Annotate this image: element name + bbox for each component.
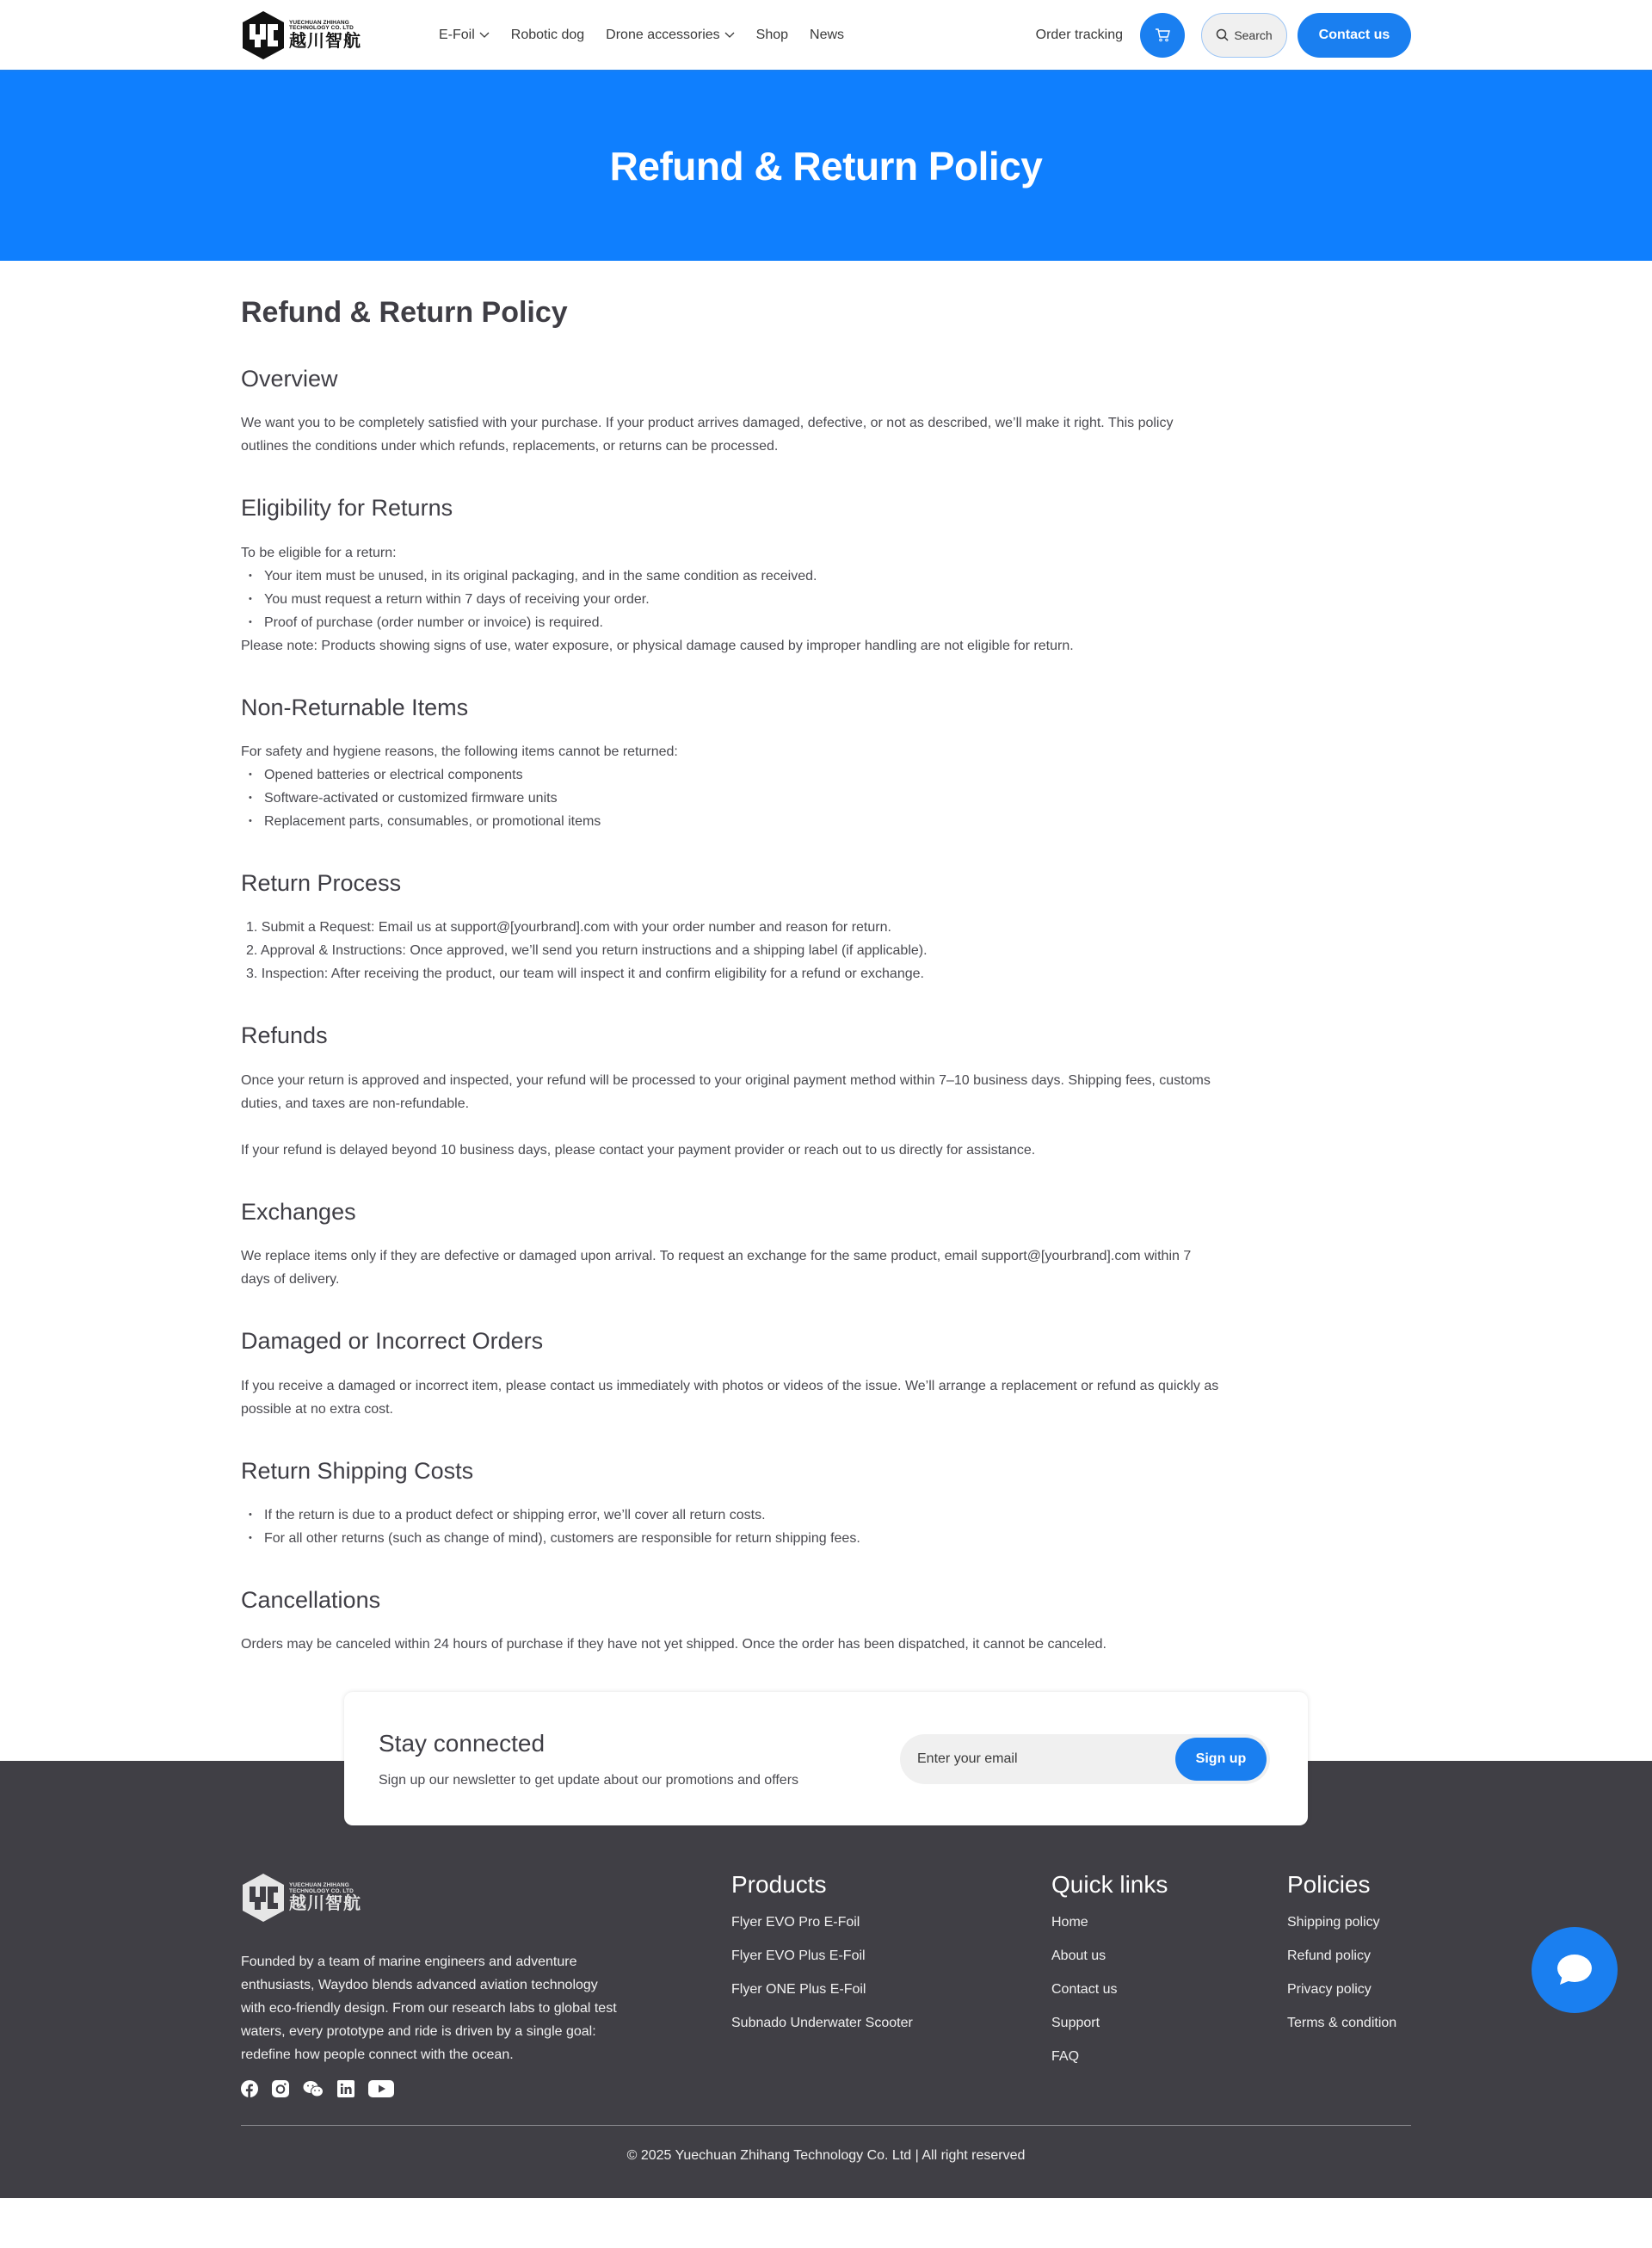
logo-en-line2: TECHNOLOGY CO. LTD bbox=[289, 25, 354, 31]
chat-bubble-icon bbox=[1556, 1953, 1593, 1987]
footer-logo[interactable] bbox=[241, 1873, 620, 1923]
copyright: © 2025 Yuechuan Zhihang Technology Co. Ltd | All right reserved bbox=[626, 2148, 1026, 2164]
nav-item-label: Drone accessories bbox=[606, 27, 720, 42]
footer-col-heading: Policies bbox=[1287, 1871, 1371, 1899]
footer-products bbox=[731, 1873, 1051, 2097]
search-label: Search bbox=[1234, 28, 1273, 42]
section-heading: Eligibility for Returns bbox=[241, 495, 453, 522]
list-item: • Opened batteries or electrical components bbox=[241, 763, 1411, 787]
list-item: • Replacement parts, consumables, or promotional items bbox=[241, 810, 1411, 833]
section-damaged-orders bbox=[241, 1327, 1411, 1420]
hero-banner bbox=[0, 71, 1652, 261]
page-title: Refund & Return Policy bbox=[241, 296, 568, 329]
email-input[interactable] bbox=[917, 1751, 1175, 1767]
footer-col-heading: Quick links bbox=[1051, 1871, 1168, 1899]
section-heading: Cancellations bbox=[241, 1586, 381, 1613]
list-item: • If the return is due to a product defect or shipping error, we’ll cover all return costs. bbox=[241, 1504, 1411, 1527]
section-text: If your refund is delayed beyond 10 business days, please contact your payment provider or reach out to us directly for assistance. bbox=[241, 1142, 1036, 1158]
section-text: We want you to be completely satisfied with your purchase. If your product arrives damaged, defective, or not as described, we’ll make it right. This policy outlines the conditions under which refunds, replacements, or returns can be processed. bbox=[241, 416, 1174, 454]
section-note: Please note: Products showing signs of use, water exposure, or physical damage caused by improper handling are not eligible for return. bbox=[241, 638, 1074, 653]
main-nav bbox=[439, 28, 844, 43]
footer-about-text: Founded by a team of marine engineers and adventure enthusiasts, Waydoo blends advanced aviation technology with eco-friendly design. From our research labs to global test waters, every prototype and ride is driven by a single goal: redefine how people connect with the ocean. bbox=[241, 1955, 617, 2063]
section-cancellations bbox=[241, 1586, 1411, 1656]
nav-item-shop[interactable] bbox=[756, 28, 788, 43]
section-return-process bbox=[241, 869, 1411, 985]
nav-item-label: Robotic dog bbox=[510, 27, 585, 42]
chevron-down-icon bbox=[724, 32, 735, 39]
list-item: 2. Approval & Instructions: Once approved, we’ll send you return instructions and a shipping label (if applicable). bbox=[246, 943, 928, 959]
nav-item-label: E-Foil bbox=[439, 27, 475, 42]
search-icon bbox=[1216, 28, 1229, 41]
footer-link-refund-policy[interactable]: Refund policy bbox=[1287, 1948, 1371, 1964]
newsletter-form bbox=[900, 1734, 1270, 1784]
site-footer bbox=[0, 1729, 1652, 2198]
nav-item-efoil[interactable] bbox=[439, 28, 490, 43]
section-heading: Return Shipping Costs bbox=[241, 1457, 474, 1484]
section-text: Once your return is approved and inspected, your refund will be processed to your original payment method within 7–10 business days. Shipping fees, customs duties, and taxes are non-refundable. bbox=[241, 1072, 1211, 1111]
site-header bbox=[0, 0, 1652, 71]
shipping-costs-list bbox=[241, 1504, 1411, 1550]
order-tracking-link[interactable]: Order tracking bbox=[1035, 27, 1123, 42]
cart-icon bbox=[1155, 28, 1170, 42]
footer-link-subnado[interactable]: Subnado Underwater Scooter bbox=[731, 2016, 913, 2031]
footer-link-privacy-policy[interactable]: Privacy policy bbox=[1287, 1982, 1372, 1998]
policy-content bbox=[241, 261, 1411, 1761]
section-non-returnable bbox=[241, 694, 1411, 833]
instagram-icon[interactable] bbox=[272, 2080, 289, 2097]
section-heading: Non-Returnable Items bbox=[241, 694, 469, 720]
list-item: 3. Inspection: After receiving the product, our team will inspect it and confirm eligibility for a refund or exchange. bbox=[246, 967, 924, 982]
logo-cn: 越川智航 bbox=[289, 1894, 361, 1914]
eligibility-list bbox=[241, 565, 1411, 634]
wechat-icon[interactable] bbox=[303, 2080, 324, 2097]
nav-item-news[interactable] bbox=[810, 28, 844, 43]
footer-col-heading: Products bbox=[731, 1871, 827, 1899]
search-button[interactable] bbox=[1201, 13, 1287, 58]
section-heading: Exchanges bbox=[241, 1198, 356, 1225]
footer-about bbox=[241, 1873, 620, 2097]
section-intro: To be eligible for a return: bbox=[241, 545, 397, 560]
nav-item-label: News bbox=[810, 27, 845, 42]
list-item: • Your item must be unused, in its original packaging, and in the same condition as received. bbox=[241, 565, 1411, 588]
chat-button[interactable] bbox=[1532, 1927, 1618, 2013]
nav-item-drone-accessories[interactable] bbox=[606, 28, 735, 43]
section-heading: Return Process bbox=[241, 869, 402, 896]
footer-link-faq[interactable]: FAQ bbox=[1051, 2049, 1080, 2065]
logo-cn: 越川智航 bbox=[289, 31, 361, 51]
section-text: If you receive a damaged or incorrect item, please contact us immediately with photos or videos of the issue. We’ll arrange a replacement or refund as quickly as possible at no extra cost. bbox=[241, 1378, 1219, 1417]
newsletter-card bbox=[344, 1692, 1308, 1825]
section-text: Orders may be canceled within 24 hours of purchase if they have not yet shipped. Once the order has been dispatched, it cannot be canceled. bbox=[241, 1637, 1106, 1652]
section-heading: Overview bbox=[241, 365, 338, 392]
return-process-steps bbox=[241, 916, 1411, 985]
chevron-down-icon bbox=[479, 32, 490, 39]
list-item: • Proof of purchase (order number or invoice) is required. bbox=[241, 611, 1411, 634]
section-overview bbox=[241, 365, 1411, 458]
sign-up-button[interactable]: Sign up bbox=[1175, 1738, 1267, 1781]
contact-us-button[interactable]: Contact us bbox=[1298, 13, 1411, 58]
footer-link-flyer-evo-pro[interactable]: Flyer EVO Pro E-Foil bbox=[731, 1915, 860, 1930]
footer-link-shipping-policy[interactable]: Shipping policy bbox=[1287, 1915, 1380, 1930]
section-exchanges bbox=[241, 1198, 1411, 1291]
hero-title: Refund & Return Policy bbox=[609, 144, 1043, 188]
nav-item-label: Shop bbox=[755, 27, 789, 42]
footer-link-flyer-evo-plus[interactable]: Flyer EVO Plus E-Foil bbox=[731, 1948, 866, 1964]
brand-logo[interactable] bbox=[241, 10, 439, 60]
logo-en-line1: YUECHUAN ZHIHANG bbox=[289, 19, 349, 26]
footer-quick-links bbox=[1051, 1873, 1287, 2097]
cart-button[interactable] bbox=[1140, 13, 1185, 58]
section-intro: For safety and hygiene reasons, the following items cannot be returned: bbox=[241, 744, 678, 759]
social-links bbox=[241, 2080, 620, 2097]
list-item: 1. Submit a Request: Email us at support@[yourbrand].com with your order number and reason for return. bbox=[246, 920, 891, 936]
facebook-icon[interactable] bbox=[241, 2080, 258, 2097]
newsletter-subtitle: Sign up our newsletter to get update about our promotions and offers bbox=[379, 1772, 799, 1788]
section-heading: Refunds bbox=[241, 1022, 328, 1049]
section-text: We replace items only if they are defective or damaged upon arrival. To request an exchange for the same product, email support@[yourbrand].com within 7 days of delivery. bbox=[241, 1249, 1192, 1288]
footer-link-terms[interactable]: Terms & condition bbox=[1287, 2016, 1397, 2031]
section-eligibility bbox=[241, 494, 1411, 657]
youtube-icon[interactable] bbox=[368, 2080, 394, 2097]
logo-en-line1: YUECHUAN ZHIHANG bbox=[289, 1882, 349, 1889]
footer-link-home[interactable]: Home bbox=[1051, 1915, 1088, 1930]
footer-link-contact[interactable]: Contact us bbox=[1051, 1982, 1118, 1998]
list-item: • For all other returns (such as change of mind), customers are responsible for return shipping fees. bbox=[241, 1527, 1411, 1550]
newsletter-title: Stay connected bbox=[379, 1729, 546, 1757]
non-returnable-list bbox=[241, 763, 1411, 833]
footer-link-about[interactable]: About us bbox=[1051, 1948, 1106, 1964]
nav-item-robotic-dog[interactable] bbox=[511, 28, 584, 43]
section-return-shipping bbox=[241, 1457, 1411, 1550]
footer-policies bbox=[1287, 1873, 1396, 2097]
section-heading: Damaged or Incorrect Orders bbox=[241, 1328, 544, 1355]
linkedin-icon[interactable] bbox=[337, 2080, 354, 2097]
logo-mark-icon bbox=[241, 1873, 286, 1923]
footer-link-flyer-one-plus[interactable]: Flyer ONE Plus E-Foil bbox=[731, 1982, 866, 1998]
logo-en-line2: TECHNOLOGY CO. LTD bbox=[289, 1887, 354, 1894]
section-refunds bbox=[241, 1022, 1411, 1161]
list-item: • You must request a return within 7 days of receiving your order. bbox=[241, 588, 1411, 611]
list-item: • Software-activated or customized firmware units bbox=[241, 787, 1411, 810]
logo-mark-icon bbox=[241, 10, 286, 60]
footer-link-support[interactable]: Support bbox=[1051, 2016, 1100, 2031]
